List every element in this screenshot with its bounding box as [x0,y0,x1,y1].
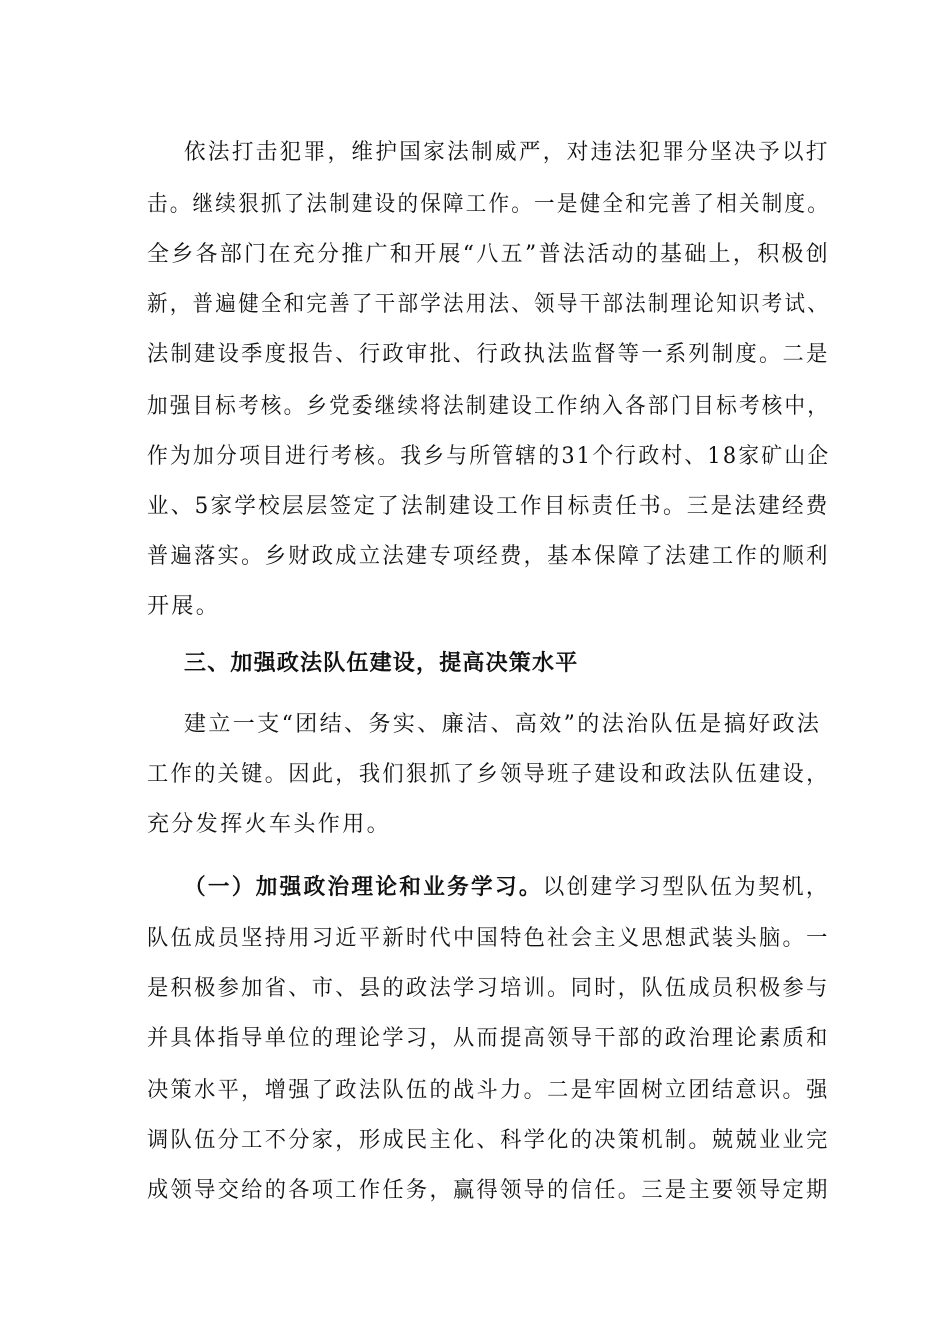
paragraph-line: 法制建设季度报告、行政审批、行政执法监督等一系列制度。二是 [147,342,830,367]
paragraph-line: 充分发挥火车头作用。 [147,812,392,837]
paragraph-line: 建立一支“团结、务实、廉洁、高效”的法治队伍是搞好政法 [184,712,822,737]
paragraph-line: 工作的关键。因此，我们狠抓了乡领导班子建设和政法队伍建设， [147,762,830,787]
section-heading: 三、加强政法队伍建设，提高决策水平 [184,650,579,676]
paragraph-line: 调队伍分工不分家，形成民主化、科学化的决策机制。兢兢业业完 [147,1128,830,1153]
paragraph-line: 依法打击犯罪，维护国家法制威严，对违法犯罪分坚决予以打 [184,140,830,165]
paragraph-line: 加强目标考核。乡党委继续将法制建设工作纳入各部门目标考核中， [147,394,831,419]
paragraph-line: 开展。 [147,594,221,619]
subsection-heading: （一）加强政治理论和业务学习。 [184,874,543,900]
paragraph-line: 并具体指导单位的理论学习，从而提高领导干部的政治理论素质和 [147,1026,830,1051]
paragraph-line: 新，普遍健全和完善了干部学法用法、领导干部法制理论知识考试、 [147,292,831,317]
paragraph-line: 作为加分项目进行考核。我乡与所管辖的31个行政村、18家矿山企 [147,444,831,469]
paragraph-line-rest: 以创建学习型队伍为契机， [542,875,830,900]
paragraph-line: 队伍成员坚持用习近平新时代中国特色社会主义思想武装头脑。一 [147,926,830,951]
paragraph-line: 全乡各部门在充分推广和开展“八五”普法活动的基础上，积极创 [147,242,831,267]
paragraph-line: 普遍落实。乡财政成立法建专项经费，基本保障了法建工作的顺利 [147,544,830,569]
paragraph-line: 成领导交给的各项工作任务，赢得领导的信任。三是主要领导定期 [147,1178,830,1203]
paragraph-first-line [184,872,830,903]
paragraph-line: 是积极参加省、市、县的政法学习培训。同时，队伍成员积极参与 [147,976,830,1001]
paragraph-line: 决策水平，增强了政法队伍的战斗力。二是牢固树立团结意识。强 [147,1078,830,1103]
paragraph-line: 击。继续狠抓了法制建设的保障工作。一是健全和完善了相关制度。 [147,192,831,217]
paragraph-line: 业、5家学校层层签定了法制建设工作目标责任书。三是法建经费 [147,494,830,519]
